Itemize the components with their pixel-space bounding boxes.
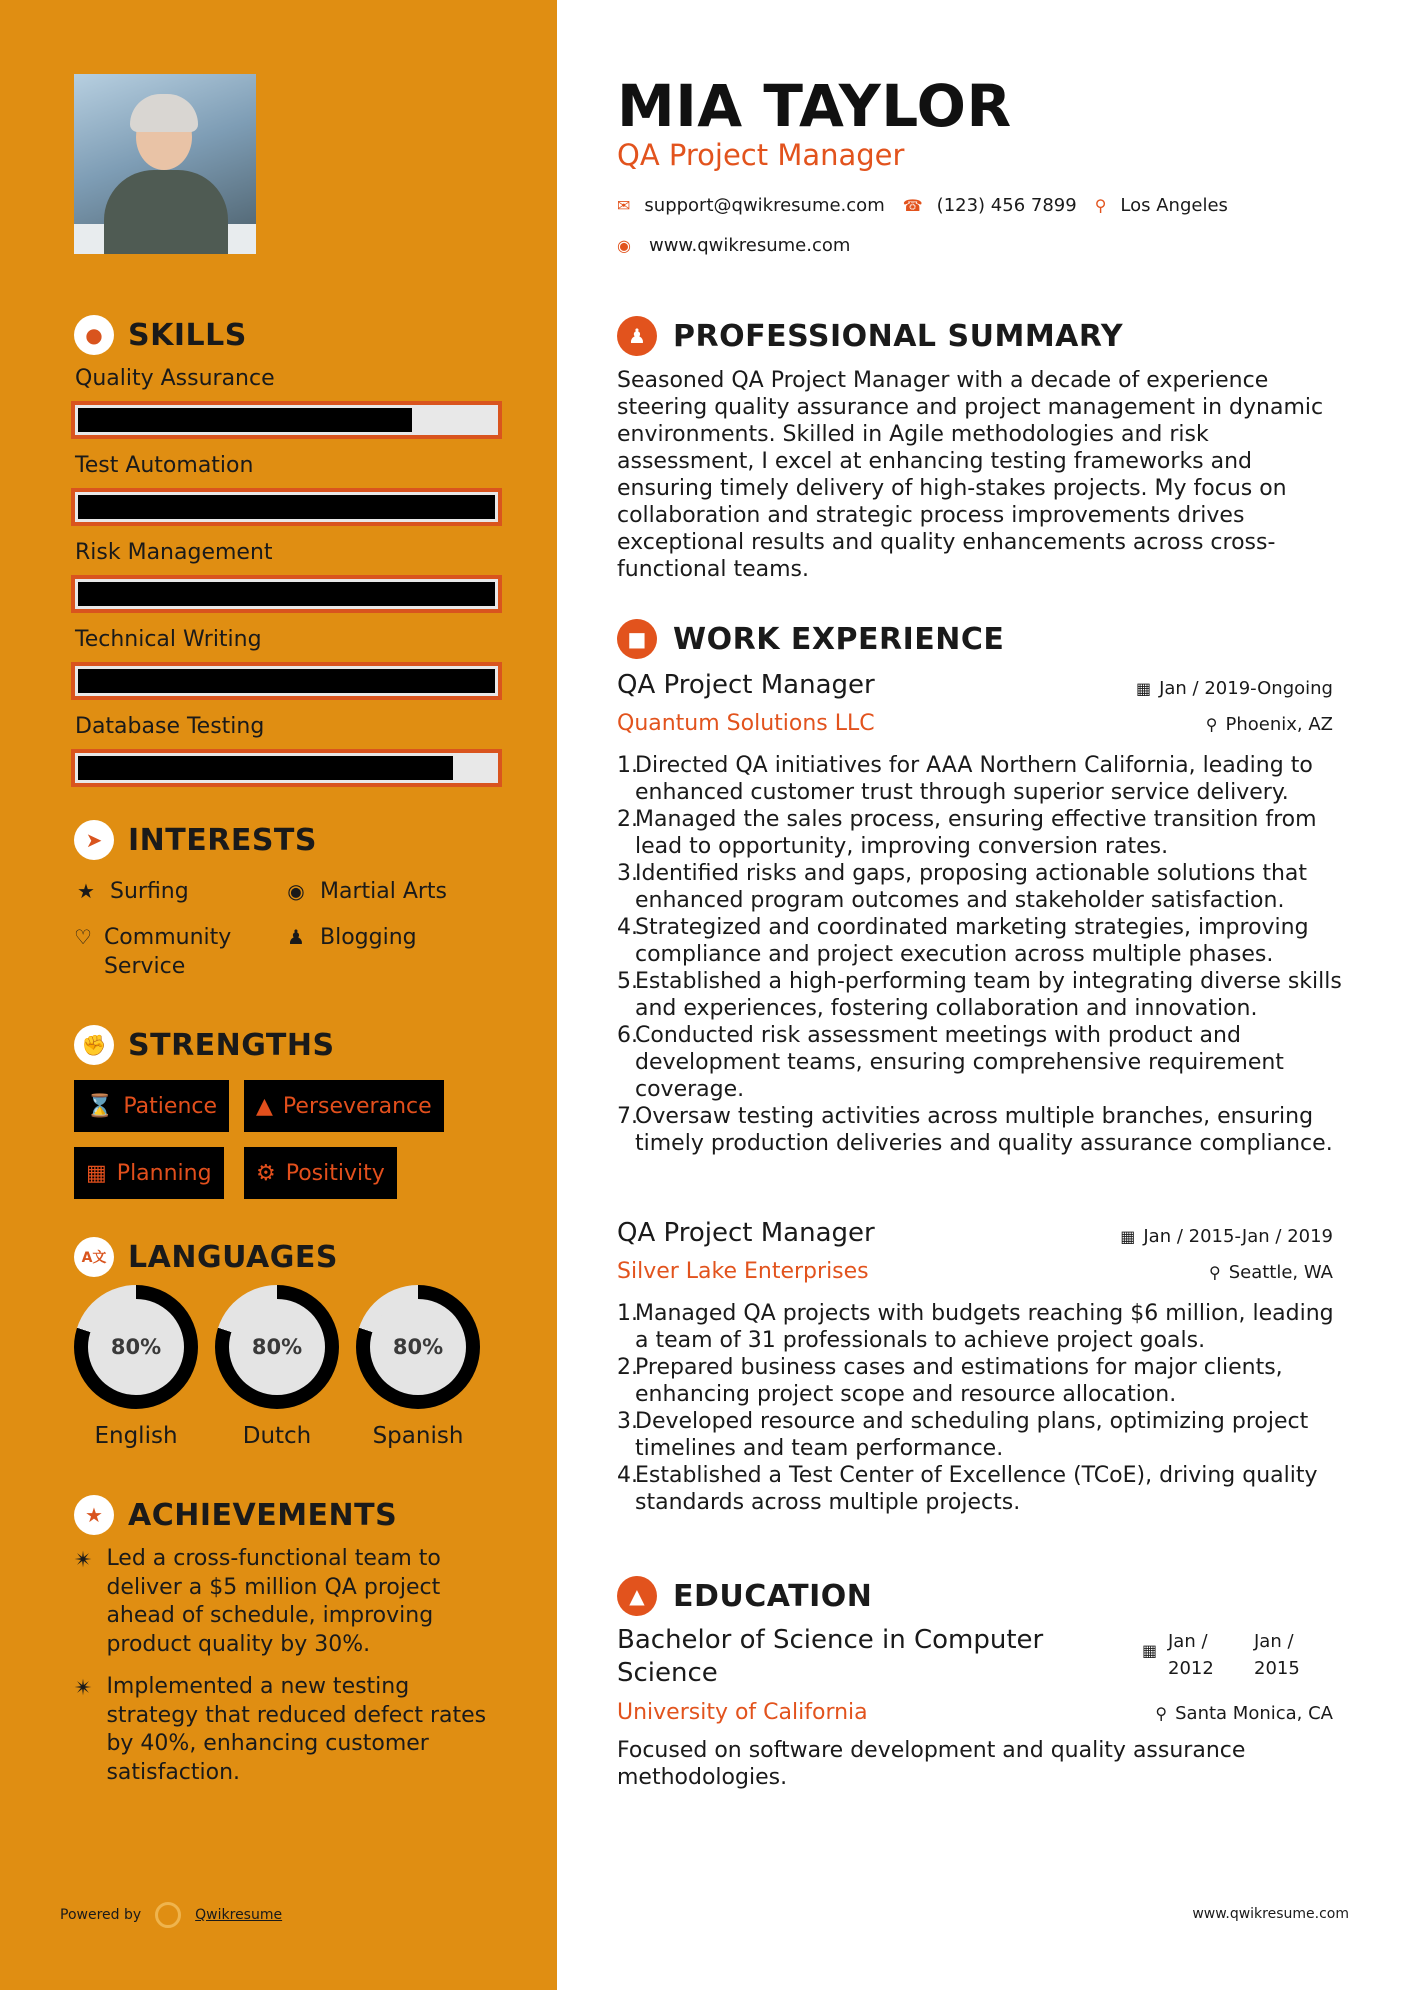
- skills-title: SKILLS: [128, 317, 247, 353]
- language-level: 80%: [88, 1299, 184, 1395]
- skill-level-fill: [78, 408, 412, 432]
- interest-item: ♡ Community Service: [74, 925, 232, 979]
- fist-icon: ✊: [74, 1025, 114, 1065]
- job-company: Quantum Solutions LLC: [617, 711, 875, 736]
- powered-by: Powered by Qwikresume: [60, 1902, 282, 1928]
- education-description: Focused on software development and quality assurance methodologies.: [617, 1738, 1246, 1790]
- skills-heading: [74, 315, 247, 355]
- calendar-icon: ▦: [1135, 679, 1152, 698]
- globe-icon: ◉: [287, 879, 305, 903]
- interest-item: ◉ Martial Arts: [284, 877, 447, 906]
- job-bullet: 1. Directed QA initiatives for AAA Northern California, leading to enhanced customer trust through superior service delivery.: [617, 753, 1313, 805]
- strength-badge: ▲ Perseverance: [244, 1080, 444, 1132]
- job-role: QA Project Manager: [617, 670, 875, 700]
- email-contact[interactable]: ✉ support@qwikresume.com: [617, 195, 885, 216]
- sidebar: [0, 0, 557, 1990]
- users-icon: ♟: [287, 925, 305, 949]
- job-location: ⚲ Seattle, WA: [1208, 1262, 1333, 1283]
- education-end: Jan / 2015: [1254, 1631, 1300, 1679]
- language-level: 80%: [370, 1299, 466, 1395]
- pin-icon: ⚲: [1208, 1263, 1221, 1282]
- language-item: [215, 1285, 339, 1449]
- achievement-item: ✴ Led a cross-functional team to deliver a $5 million QA project ahead of schedule, improving product quality by 30%.: [74, 1545, 494, 1659]
- globe-icon: ◉: [617, 236, 631, 255]
- skill-level-fill: [78, 756, 453, 780]
- language-ring: [215, 1285, 339, 1409]
- job-bullet: 6. Conducted risk assessment meetings with product and development teams, ensuring comprehensive requirement coverage.: [617, 1023, 1284, 1102]
- job-role: QA Project Manager: [617, 1218, 875, 1248]
- languages-title: LANGUAGES: [128, 1239, 338, 1275]
- skill-name: Quality Assurance: [75, 366, 275, 391]
- strength-badge: ⚙ Positivity: [244, 1147, 397, 1199]
- pin-icon: ⚲: [1155, 1704, 1168, 1723]
- location-contact: ⚲ Los Angeles: [1094, 195, 1228, 216]
- skill-level-fill: [78, 582, 495, 606]
- star-burst-icon: ✴: [74, 1548, 93, 1573]
- job-bullet: 3. Identified risks and gaps, proposing actionable solutions that enhanced program outcomes and stakeholder satisfaction.: [617, 861, 1308, 913]
- calendar-icon: ▦: [1120, 1227, 1136, 1246]
- profile-photo: [74, 74, 256, 254]
- contact-row: [617, 195, 1228, 216]
- footer-website[interactable]: www.qwikresume.com: [1192, 1906, 1349, 1922]
- job-bullet: 1. Managed QA projects with budgets reaching $6 million, leading a team of 31 professionals to achieve project goals.: [617, 1301, 1334, 1353]
- website-contact[interactable]: ◉ www.qwikresume.com: [617, 235, 851, 256]
- skill-level-bar: [71, 401, 502, 439]
- star-icon: ★: [77, 879, 95, 903]
- achievements-heading: [74, 1495, 397, 1535]
- heart-icon: ♡: [74, 925, 92, 949]
- phone-icon: ☎: [902, 196, 923, 215]
- job-bullet: 2. Managed the sales process, ensuring effective transition from lead to opportunity, improving conversion rates.: [617, 807, 1317, 859]
- skill-level-fill: [78, 669, 495, 693]
- skill-name: Database Testing: [75, 714, 265, 739]
- skill-level-bar: [71, 575, 502, 613]
- job-bullets: [617, 1300, 1347, 1516]
- education-start: Jan / 2012: [1168, 1631, 1214, 1679]
- job-bullet: 7. Oversaw testing activities across multiple branches, ensuring timely production deliveries and quality assurance compliance.: [617, 1104, 1333, 1156]
- strengths-title: STRENGTHS: [128, 1027, 335, 1063]
- qwikresume-logo-icon: [155, 1902, 181, 1928]
- job-title: QA Project Manager: [617, 138, 905, 172]
- education-location: ⚲ Santa Monica, CA: [1155, 1703, 1333, 1724]
- hourglass-icon: ⌛: [86, 1093, 114, 1119]
- achievements-title: ACHIEVEMENTS: [128, 1497, 398, 1533]
- job-location: ⚲ Phoenix, AZ: [1205, 714, 1333, 735]
- pin-icon: ⚲: [1205, 715, 1218, 734]
- star-burst-icon: ✴: [74, 1676, 93, 1701]
- briefcase-icon: ■: [617, 619, 657, 659]
- interest-item: ★ Surfing: [74, 877, 189, 906]
- paper-plane-icon: ➤: [74, 820, 114, 860]
- lightbulb-icon: ●: [74, 315, 114, 355]
- strengths-heading: [74, 1025, 335, 1065]
- language-ring: [74, 1285, 198, 1409]
- language-name: Spanish: [372, 1423, 464, 1449]
- skill-level-fill: [78, 495, 495, 519]
- phone-contact: ☎ (123) 456 7899: [902, 195, 1077, 216]
- achievement-item: ✴ Implemented a new testing strategy that reduced defect rates by 40%, enhancing customer satisfaction.: [74, 1673, 494, 1787]
- languages-heading: [74, 1237, 338, 1277]
- summary-heading: ♟ PROFESSIONAL SUMMARY: [617, 316, 1123, 356]
- road-icon: ▲: [256, 1093, 273, 1119]
- job-bullet: 5. Established a high-performing team by integrating diverse skills and experiences, fostering collaboration and innovation.: [617, 969, 1342, 1021]
- degree-title: Bachelor of Science in Computer Science: [617, 1625, 1044, 1688]
- map-pin-icon: ⚲: [1094, 196, 1107, 215]
- skill-level-bar: [71, 488, 502, 526]
- award-icon: ★: [74, 1495, 114, 1535]
- language-item: [74, 1285, 198, 1449]
- gear-icon: ⚙: [256, 1160, 276, 1186]
- language-icon: A文: [74, 1237, 114, 1277]
- strength-badge: ▦ Planning: [74, 1147, 224, 1199]
- calendar-icon: ▦: [1142, 1641, 1158, 1660]
- job-bullet: 3. Developed resource and scheduling plans, optimizing project timelines and team performance.: [617, 1409, 1309, 1461]
- envelope-icon: ✉: [617, 196, 631, 215]
- skill-level-bar: [71, 662, 502, 700]
- graduation-cap-icon: ▲: [617, 1576, 657, 1616]
- strength-badge: ⌛ Patience: [74, 1080, 229, 1132]
- language-ring: [356, 1285, 480, 1409]
- education-heading: ▲ EDUCATION: [617, 1576, 872, 1616]
- qwikresume-link[interactable]: Qwikresume: [195, 1907, 283, 1923]
- candidate-name: MIA TAYLOR: [617, 72, 1012, 140]
- job-dates: ▦ Jan / 2019-Ongoing: [1135, 678, 1333, 699]
- job-bullet: 4. Strategized and coordinated marketing strategies, improving compliance and project execution across multiple phases.: [617, 915, 1309, 967]
- job-company: Silver Lake Enterprises: [617, 1259, 869, 1284]
- job-bullet: 2. Prepared business cases and estimations for major clients, enhancing project scope and resource allocation.: [617, 1355, 1283, 1407]
- skill-name: Technical Writing: [75, 627, 262, 652]
- language-name: Dutch: [242, 1423, 312, 1449]
- job-dates: ▦ Jan / 2015-Jan / 2019: [1120, 1226, 1333, 1247]
- skill-name: Risk Management: [75, 540, 273, 565]
- language-item: [356, 1285, 480, 1449]
- job-bullet: 4. Established a Test Center of Excellence (TCoE), driving quality standards across multiple projects.: [617, 1463, 1318, 1515]
- skill-level-bar: [71, 749, 502, 787]
- language-level: 80%: [229, 1299, 325, 1395]
- calendar-icon: ▦: [86, 1160, 107, 1186]
- user-icon: ♟: [617, 316, 657, 356]
- experience-heading: ■ WORK EXPERIENCE: [617, 619, 1004, 659]
- job-bullets: [617, 752, 1347, 1157]
- interests-title: INTERESTS: [128, 822, 317, 858]
- interest-item: ♟ Blogging: [284, 923, 417, 952]
- skill-name: Test Automation: [75, 453, 254, 478]
- language-name: English: [94, 1423, 178, 1449]
- summary-text: Seasoned QA Project Manager with a decade of experience steering quality assurance and project management in dynamic environments. Skilled in Agile methodologies and risk assessment, I excel at enhancing testing frameworks and ensuring timely delivery of high-stakes projects. My focus on collaboration and strategic process improvements drives exceptional results and quality enhancements across cross-functional teams.: [617, 368, 1324, 582]
- interests-heading: [74, 820, 317, 860]
- school-name: University of California: [617, 1700, 868, 1725]
